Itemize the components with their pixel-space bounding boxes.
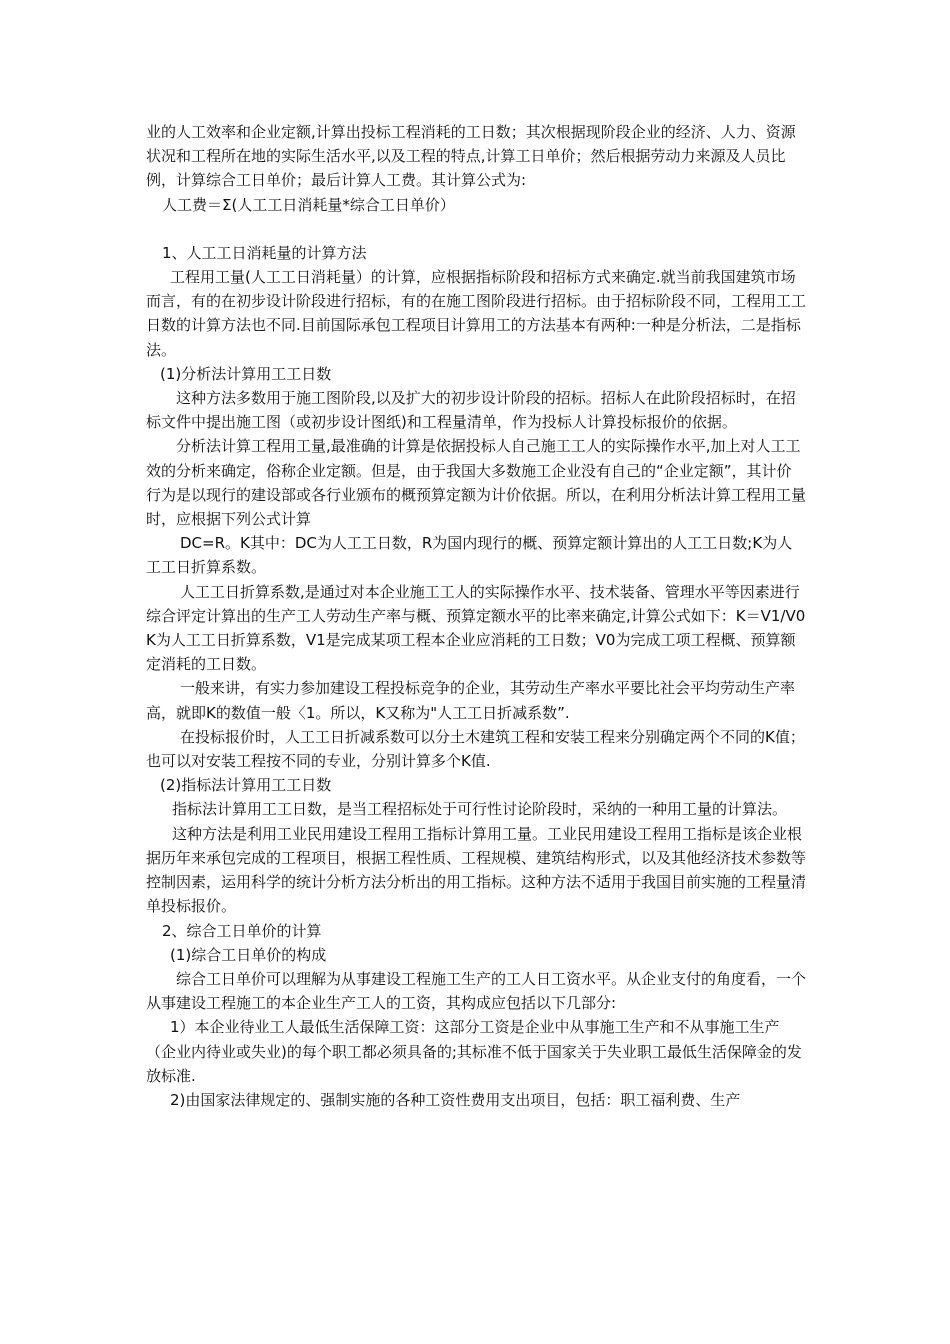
paragraph: 工程用工量(人工工日消耗量）的计算，应根据指标阶段和招标方式来确定.就当前我国建筑市场而言，有的在初步设计阶段进行招标，有的在施工图阶段进行招标。由于招标阶段不同，工程用工工日数的计算方法也不同.目前国际承包工程项目计算用工的方法基本有两种:一种是分析法，二是指标法。 (146, 268, 807, 359)
paragraph: 人工费＝Σ(人工工日消耗量*综合工日单价） (162, 195, 455, 214)
document-body (146, 120, 806, 1112)
paragraph: 一般来讲，有实力参加建设工程投标竞争的企业，其劳动生产率水平要比社会平均劳动生产率高，就即K的数值一般〈1。所以，K又称为"人工工日折减系数”. (146, 679, 796, 722)
paragraph: 在投标报价时，人工工日折减系数可以分土木建筑工程和安装工程来分别确定两个不同的K值；也可以对安装工程按不同的专业，分别计算多个K值. (146, 727, 805, 771)
section-heading: (2)指标法计算用工工日数 (160, 776, 332, 795)
paragraph: 分析法计算工程用工量,最准确的计算是依据投标人自己施工工人的实际操作水平,加上对人工工效的分析来确定，俗称企业定额。但是，由于我国大多数施工企业没有自己的“企业定额”，其计价行为是以现行的建设部或各行业颁布的概预算定额为计价依据。所以，在利用分析法计算工程用工量时，应根据下列公式计算 (146, 437, 807, 529)
section-heading: 2、综合工日单价的计算 (162, 921, 322, 940)
paragraph: K为人工工日折算系数，V1是完成某项工程本企业应消耗的工日数；V0为完成工项工程概、预算额定消耗的工日数。 (146, 631, 796, 674)
blank-line (146, 217, 806, 241)
paragraph: DC=R。K其中：DC为人工工日数，R为国内现行的概、预算定额计算出的人工工日数;K为人工工日折算系数。 (146, 534, 793, 577)
paragraph: 这种方法是利用工业民用建设工程用工指标计算用工量。工业民用建设工程用工指标是该企业根据历年来承包完成的工程项目，根据工程性质、工程规模、建筑结构形式，以及其他经济技术参数等控制因素，运用科学的统计分析方法分析出的用工指标。这种方法不适用于我国目前实施的工程量清单投标报价。 (146, 824, 807, 916)
paragraph: 人工工日折算系数,是通过对本企业施工工人的实际操作水平、技术装备、管理水平等因素进行综合评定计算出的生产工人劳动生产率与概、预算定额水平的比率来确定,计算公式如下：K＝V1/V0 (146, 582, 806, 625)
paragraph: 业的人工效率和企业定额,计算出投标工程消耗的工日数；其次根据现阶段企业的经济、人力、资源状况和工程所在地的实际生活水平,以及工程的特点,计算工日单价；然后根据劳动力来源及人员比例，计算综合工日单价；最后计算人工费。其计算公式为: (146, 123, 796, 190)
section-heading: (1)分析法计算用工工日数 (160, 364, 332, 383)
paragraph: 综合工日单价可以理解为从事建设工程施工生产的工人日工资水平。从企业支付的角度看，一个从事建设工程施工的本企业生产工人的工资，其构成应包括以下几部分: (146, 969, 807, 1013)
paragraph: 1）本企业待业工人最低生活保障工资：这部分工资是企业中从事施工生产和不从事施工生产（企业内待业或失业)的每个职工都必须具备的;其标准不低于国家关于失业职工最低生活保障金的发放标准. (146, 1018, 802, 1085)
paragraph: 2)由国家法律规定的、强制实施的各种工资性费用支出项目，包括：职工福利费、生产 (170, 1090, 741, 1109)
section-heading: (1)综合工日单价的构成 (170, 945, 327, 964)
section-heading: 1、人工工日消耗量的计算方法 (162, 243, 367, 262)
paragraph: 这种方法多数用于施工图阶段,以及扩大的初步设计阶段的招标。招标人在此阶段招标时，在招标文件中提出施工图（或初步设计图纸)和工程量清单，作为投标人计算投标报价的依据。 (146, 389, 796, 432)
paragraph: 指标法计算用工工日数，是当工程招标处于可行性讨论阶段时，采纳的一种用工量的计算法。 (172, 800, 788, 819)
